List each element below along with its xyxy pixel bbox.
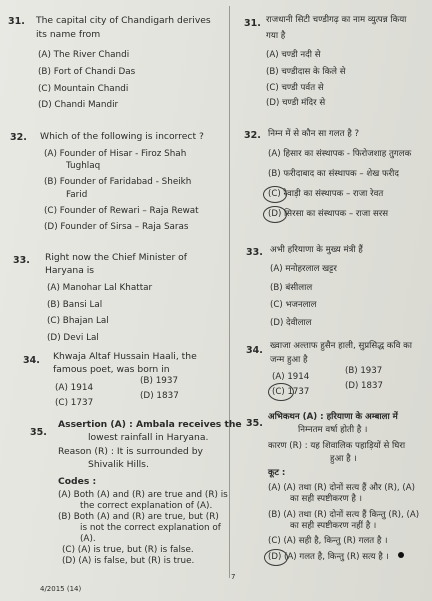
question-stem: Haryana is xyxy=(45,265,95,276)
option-a-cont: the correct explanation of (A). xyxy=(80,501,213,511)
question-number: 34. xyxy=(23,355,40,366)
question-stem: Khwaja Altaf Hussain Haali, the xyxy=(53,351,197,362)
question-stem: ख्वाजा अल्ताफ हुसैन हाली, सुप्रसिद्ध कवि का xyxy=(270,341,412,351)
question-stem: Which of the following is incorrect ? xyxy=(40,131,204,142)
option-c: (C) चण्डी पर्वत से xyxy=(266,83,324,93)
option-d: (D) Founder of Sirsa – Raja Saras xyxy=(44,222,189,232)
question-stem: अभी हरियाणा के मुख्य मंत्री हैं xyxy=(270,245,363,255)
option-d: (D) (A) गलत है, किन्तु (R) सत्य है । xyxy=(268,552,389,562)
hand-drawn-circle xyxy=(264,549,288,566)
question-stem: जन्म हुआ है xyxy=(270,355,308,365)
reason-cont: हुआ है । xyxy=(330,454,357,464)
question-number: 34. xyxy=(246,345,263,356)
reason-cont: Shivalik Hills. xyxy=(88,459,149,470)
codes-label: Codes : xyxy=(58,476,97,487)
option-d: (D) 1837 xyxy=(345,381,383,391)
page-footer-code: 4/2015 (14) xyxy=(40,585,82,593)
option-a: (A) The River Chandi xyxy=(38,50,130,60)
option-a: (A) 1914 xyxy=(272,372,310,382)
option-b-cont: Farid xyxy=(66,190,88,200)
question-number: 31. xyxy=(244,18,261,29)
option-d: (D) (A) is false, but (R) is true. xyxy=(62,556,195,566)
question-stem: The capital city of Chandigarh derives xyxy=(36,15,211,26)
assertion: अभिकथन (A) : हरियाणा के अम्बाला में xyxy=(268,412,398,422)
column-divider xyxy=(229,6,230,578)
hand-drawn-circle xyxy=(268,383,294,401)
hand-drawn-circle xyxy=(263,186,287,203)
option-c: (C) Mountain Chandi xyxy=(38,84,129,94)
option-a-cont: का सही स्पष्टीकरण है । xyxy=(290,494,362,504)
option-c: (C) (A) is true, but (R) is false. xyxy=(62,545,194,555)
question-stem: राजधानी सिटी चण्डीगढ़ का नाम व्युत्पन्न किया xyxy=(266,15,407,25)
option-b: (B) फरीदाबाद का संस्थापक – शेख फरीद xyxy=(268,169,399,179)
option-a: (A) Both (A) and (R) are true and (R) is xyxy=(58,490,228,500)
option-a-cont: Tughlaq xyxy=(66,161,101,171)
question-stem: its name from xyxy=(36,29,101,40)
question-stem: Right now the Chief Minister of xyxy=(45,252,188,263)
option-a: (A) मनोहरलाल खट्टर xyxy=(270,264,337,274)
option-b: (B) Bansi Lal xyxy=(47,300,103,310)
question-number: 31. xyxy=(8,16,25,27)
option-a: (A) Manohar Lal Khattar xyxy=(47,283,153,293)
option-d: (D) देवीलाल xyxy=(270,318,312,328)
hand-drawn-circle xyxy=(263,206,287,223)
option-c: (C) 1737 xyxy=(55,398,94,408)
option-b: (B) Fort of Chandi Das xyxy=(38,67,136,77)
codes-label: कूट : xyxy=(268,468,286,478)
option-b: (B) चण्डीदास के किले से xyxy=(266,67,346,77)
reason: Reason (R) : It is surrounded by xyxy=(58,446,203,457)
option-d: (D) सिरसा का संस्थापक – राजा सरस xyxy=(268,209,389,219)
option-c: (C) (A) सही है, किन्तु (R) गलत है । xyxy=(268,536,388,546)
option-b: (B) Both (A) and (R) are true, but (R) xyxy=(58,512,219,522)
option-b: (B) 1937 xyxy=(345,366,383,376)
option-d: (D) Devi Lal xyxy=(47,333,99,343)
assertion-cont: lowest rainfall in Haryana. xyxy=(88,432,209,443)
assertion-cont: निम्नतम वर्षा होती है । xyxy=(298,425,368,435)
option-b: (B) बंसीलाल xyxy=(270,283,313,293)
option-d: (D) Chandi Mandir xyxy=(38,100,119,110)
option-c: (C) Bhajan Lal xyxy=(47,316,109,326)
option-b: (B) 1937 xyxy=(140,376,179,386)
question-number: 32. xyxy=(244,130,261,141)
question-number: 35. xyxy=(246,418,263,429)
option-d: (D) 1837 xyxy=(140,391,179,401)
question-stem: गया है xyxy=(266,31,286,41)
question-number: 32. xyxy=(10,132,27,143)
option-c: (C) भजनलाल xyxy=(270,300,317,310)
assertion: Assertion (A) : Ambala receives the xyxy=(58,419,242,430)
option-a: (A) (A) तथा (R) दोनों सत्य हैं और (R), (A) xyxy=(268,483,415,493)
question-number: 35. xyxy=(30,427,47,438)
option-c: (C) रेवाड़ी का संस्थापक – राजा रेवत xyxy=(268,189,384,199)
reason: कारण (R) : यह शिवालिक पहाड़ियों से घिरा xyxy=(268,441,406,451)
option-b-cont: is not the correct explanation of xyxy=(80,523,221,533)
option-a: (A) 1914 xyxy=(55,383,94,393)
option-a: (A) हिसार का संस्थापक - फिरोजशाह तुगलक xyxy=(268,149,412,159)
option-b: (B) Founder of Faridabad - Sheikh xyxy=(44,177,192,187)
option-b: (B) (A) तथा (R) दोनों सत्य हैं किन्तु (R), (A) xyxy=(268,510,420,520)
option-c: (C) Founder of Rewari – Raja Rewat xyxy=(44,206,199,216)
option-b-cont: (A). xyxy=(80,534,96,544)
question-number: 33. xyxy=(13,255,30,266)
page-number: 7 xyxy=(231,573,236,581)
option-a: (A) चण्डी नदी से xyxy=(266,50,321,60)
option-c: (C) 1737 xyxy=(272,387,310,397)
ink-dot xyxy=(398,552,404,558)
option-b-cont: का सही स्पष्टीकरण नहीं है । xyxy=(290,521,377,531)
question-stem: famous poet, was born in xyxy=(53,364,170,375)
option-a: (A) Founder of Hisar - Firoz Shah xyxy=(44,149,187,159)
question-number: 33. xyxy=(246,247,263,258)
option-d: (D) चण्डी मंदिर से xyxy=(266,98,326,108)
question-stem: निम्न में से कौन सा गलत है ? xyxy=(268,129,360,139)
